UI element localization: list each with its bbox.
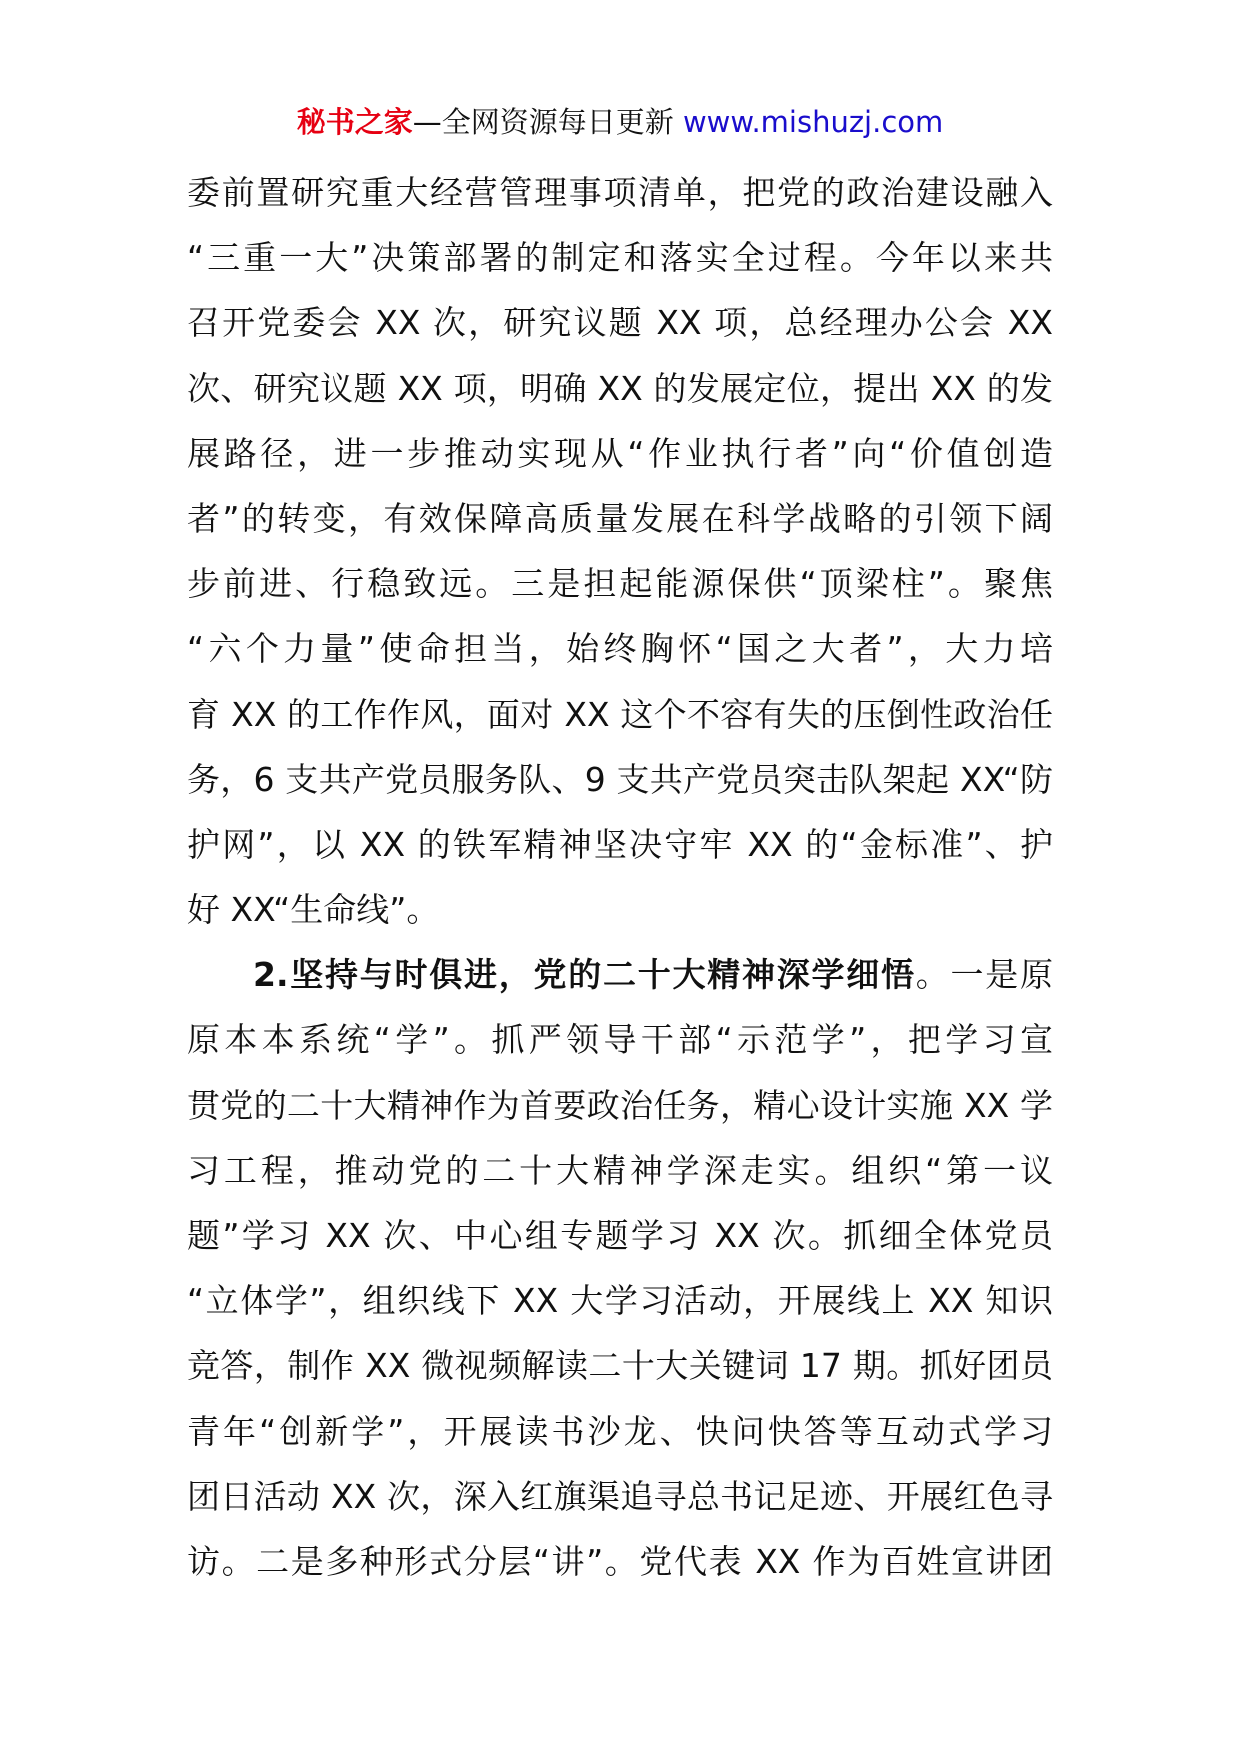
body-line: 者”的转变，有效保障高质量发展在科学战略的引领下阔 — [187, 498, 1053, 538]
body-line: 次、研究议题 XX 项，明确 XX 的发展定位，提出 XX 的发 — [187, 368, 1053, 408]
site-url-link[interactable]: www.mishuzj.com — [682, 105, 944, 139]
section-2-line: 贯党的二十大精神作为首要政治任务，精心设计实施 XX 学 — [187, 1085, 1053, 1125]
section-2-heading: 2.坚持与时俱进，党的二十大精神深学细悟 — [253, 955, 916, 995]
header-tagline: —全网资源每日更新 — [412, 105, 683, 139]
body-line: “六个力量”使命担当，始终胸怀“国之大者”，大力培 — [187, 629, 1053, 669]
body-line: “三重一大”决策部署的制定和落实全过程。今年以来共 — [187, 238, 1053, 278]
body-line: 委前置研究重大经营管理事项清单，把党的政治建设融入 — [187, 173, 1053, 212]
section-2-line: 竞答，制作 XX 微视频解读二十大关键词 17 期。抓好团员 — [187, 1346, 1053, 1386]
body-line: 好 XX“生命线”。 — [187, 890, 440, 930]
document-body — [187, 160, 1053, 1594]
section-2-line: 青年“创新学”，开展读书沙龙、快问快答等互动式学习 — [187, 1411, 1053, 1451]
section-2-line: 访。二是多种形式分层“讲”。党代表 XX 作为百姓宣讲团 — [187, 1541, 1053, 1581]
section-2-first-line — [187, 942, 1053, 1007]
section-2-line: 题”学习 XX 次、中心组专题学习 XX 次。抓细全体党员 — [187, 1216, 1053, 1255]
body-line: 步前进、行稳致远。三是担起能源保供“顶梁柱”。聚焦 — [187, 564, 1053, 604]
body-line: 务，6 支共产党员服务队、9 支共产党员突击队架起 XX“防 — [187, 759, 1053, 799]
body-line: 展路径，进一步推动实现从“作业执行者”向“价值创造 — [187, 433, 1053, 473]
brand-name: 秘书之家 — [296, 105, 413, 139]
section-2-first-line-rest: 。一是原 — [915, 955, 1053, 995]
section-2-line: 原本本系统“学”。抓严领导干部“示范学”，把学习宣 — [187, 1020, 1053, 1060]
body-line: 护网”，以 XX 的铁军精神坚决守牢 XX 的“金标准”、护 — [187, 824, 1053, 864]
section-2-line: 习工程，推动党的二十大精神学深走实。组织“第一议 — [187, 1150, 1053, 1190]
site-header — [0, 102, 1240, 142]
section-2-line: 团日活动 XX 次，深入红旗渠追寻总书记足迹、开展红色寻 — [187, 1476, 1053, 1516]
body-line: 育 XX 的工作作风，面对 XX 这个不容有失的压倒性政治任 — [187, 694, 1053, 734]
body-line: 召开党委会 XX 次，研究议题 XX 项，总经理办公会 XX — [187, 303, 1053, 343]
section-2-line: “立体学”，组织线下 XX 大学习活动，开展线上 XX 知识 — [187, 1281, 1053, 1321]
